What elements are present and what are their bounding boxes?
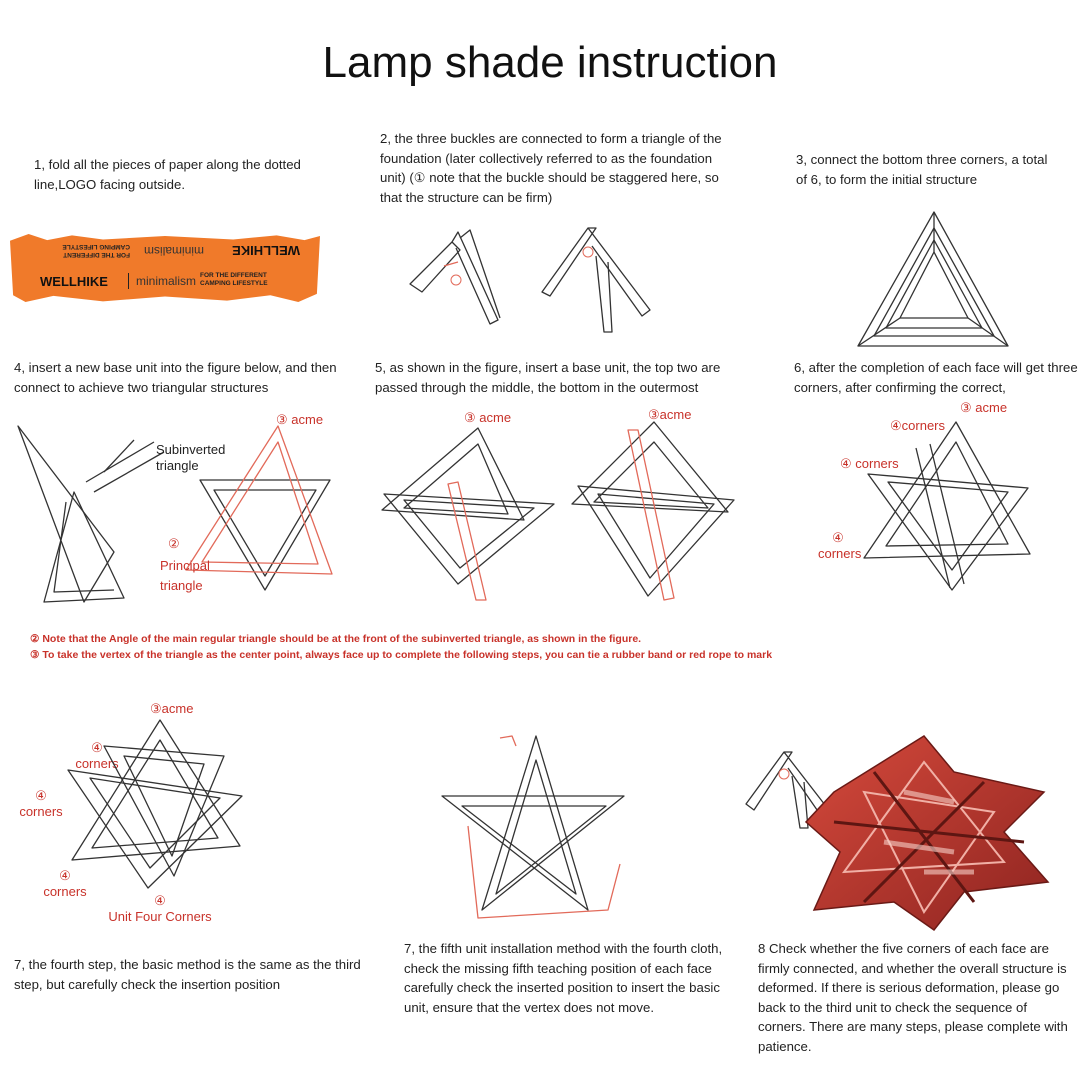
corners-7a-text: corners	[75, 756, 119, 771]
acme-label-6: ③ acme	[960, 400, 1008, 415]
step-3-text: 3, connect the bottom three corners, a total of 6, to form the initial structure	[796, 152, 1048, 187]
acme-label-5b: ③acme	[648, 407, 692, 422]
corners-label-6a: ④corners	[890, 418, 946, 433]
strip-brand: WELLHIKE	[40, 274, 108, 289]
unit-four-text: Unit Four Corners	[108, 909, 212, 924]
step-5-figure-b	[568, 420, 738, 605]
step-7-figure-b	[438, 734, 628, 924]
principal-number: ②	[168, 536, 180, 551]
note-3: ③ To take the vertex of the triangle as the center point, always face up to complete the following steps, you can tie a rubber band or red rope to mark	[30, 649, 773, 661]
step-8-text: 8 Check whether the five corners of each face are firmly connected, and whether the overall structure is deformed. If there is serious deformation, please go back to the third unit to check the sequence of corners. There are many steps, please complete with patience.	[758, 941, 1068, 1054]
strip-brand-mirrored: WELLHIKE	[232, 243, 300, 258]
corners-label-7b	[16, 788, 66, 820]
unit-four-num: ④	[154, 893, 166, 908]
step-7-figure-a	[64, 716, 249, 896]
buckle-figure-2	[538, 222, 658, 337]
step-6-text: 6, after the completion of each face will get three corners, after confirming the correct,	[794, 360, 1078, 395]
step-5-text: 5, as shown in the figure, insert a base unit, the top two are passed through the middle, the bottom in the outermost	[375, 360, 721, 395]
step-1-text: 1, fold all the pieces of paper along the dotted line,LOGO facing outside.	[34, 157, 301, 192]
step-2-text: 2, the three buckles are connected to form a triangle of the foundation (later collectively referred to as the foundation unit) (① note that the buckle should be staggered here, so that the structure can be firm)	[380, 131, 722, 205]
corners-7b-text: corners	[19, 804, 63, 819]
initial-structure-figure	[856, 210, 1016, 350]
subinverted-label: Subinverted triangle	[156, 442, 226, 473]
logo-strip	[10, 234, 320, 302]
step-4-text: 4, insert a new base unit into the figure below, and then connect to achieve two triangular structures	[14, 360, 337, 395]
unit-four-corners-label	[100, 893, 220, 925]
acme-label-4: ③ acme	[276, 412, 324, 427]
step-7a-text: 7, the fourth step, the basic method is the same as the third step, but carefully check the insertion position	[14, 957, 361, 992]
finished-lamp-shade-image	[804, 732, 1054, 932]
buckle-figure-1	[400, 222, 510, 332]
step-7b-text: 7, the fifth unit installation method with the fourth cloth, check the missing fifth teaching position of each face carefully check the inserted position to insert the basic unit, ensure that the vertex does not move.	[404, 941, 723, 1015]
note-2: ② Note that the Angle of the main regular triangle should be at the front of the subinverted triangle, as shown in the figure.	[30, 633, 642, 645]
corners-label-6c	[818, 530, 862, 562]
principal-label: Principal triangle	[160, 558, 210, 593]
corners-6c-num: ④	[832, 530, 844, 545]
corners-7c-text: corners	[43, 884, 87, 899]
corners-7c-num: ④	[59, 868, 71, 883]
step-6-figure	[860, 418, 1035, 593]
acme-label-5a: ③ acme	[464, 410, 512, 425]
page-title: Lamp shade instruction	[322, 38, 778, 87]
strip-separator	[128, 273, 129, 289]
acme-label-7: ③acme	[150, 701, 194, 716]
corners-6c-text: corners	[818, 546, 862, 561]
strip-slogan-mirrored-2: CAMPING LIFESTYLE	[62, 243, 130, 250]
strip-mini: minimalism	[136, 274, 196, 288]
step-4-figure-a	[14, 412, 174, 622]
strip-slogan-1: FOR THE DIFFERENT	[200, 272, 267, 279]
strip-slogan-mirrored	[62, 242, 130, 258]
strip-slogan-mirrored-1: FOR THE DIFFERENT	[63, 251, 130, 258]
corners-7b-num: ④	[35, 788, 47, 803]
strip-slogan	[200, 272, 268, 288]
corners-7a-num: ④	[91, 740, 103, 755]
strip-mini-mirrored: minimalism	[144, 244, 204, 258]
step-5-figure-a	[378, 424, 558, 604]
corners-label-6b: ④ corners	[840, 456, 899, 471]
strip-slogan-2: CAMPING LIFESTYLE	[200, 280, 268, 287]
